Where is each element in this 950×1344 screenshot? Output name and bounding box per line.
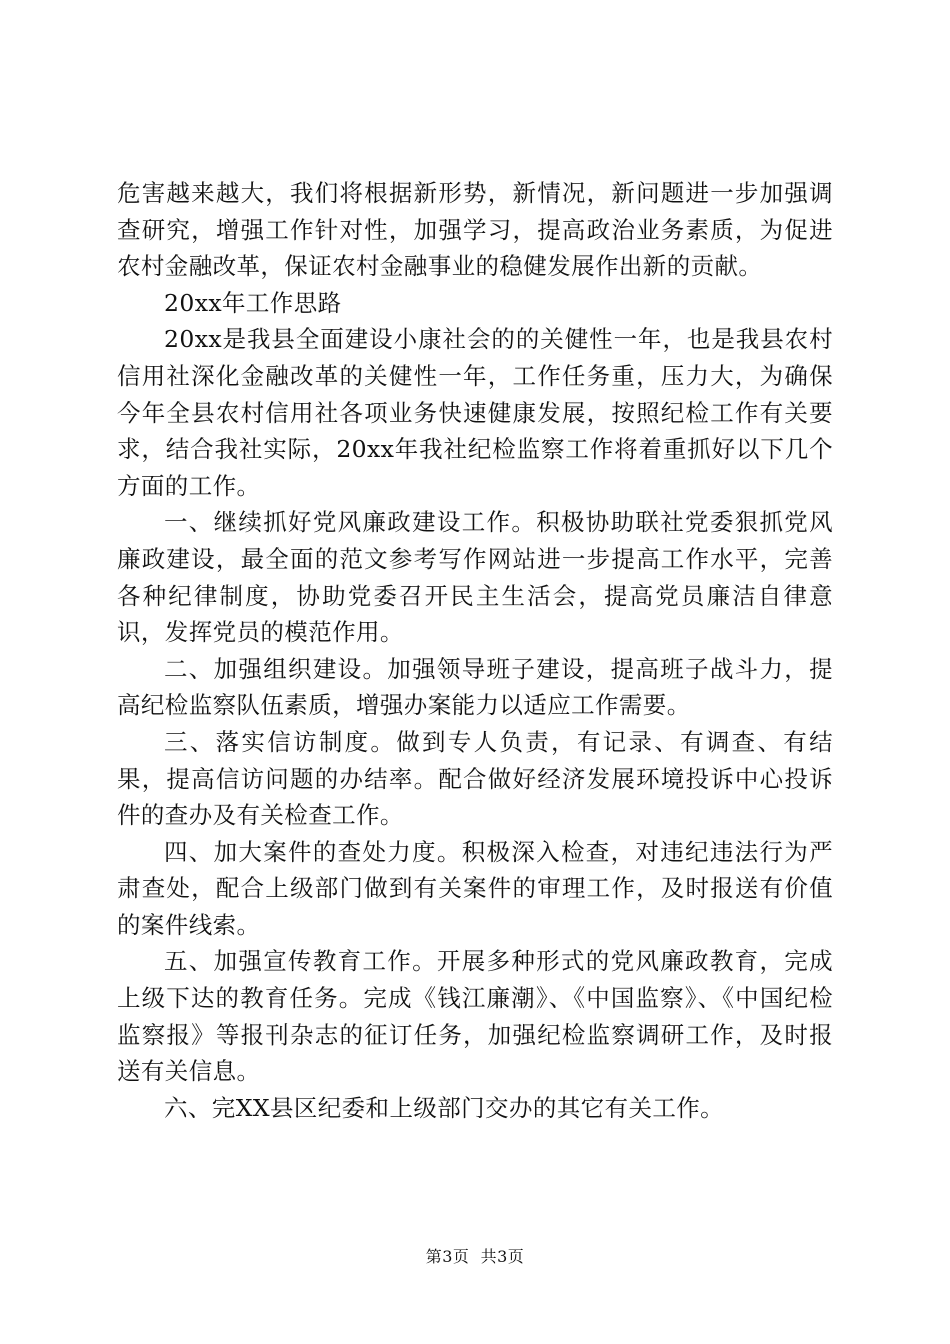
paragraph-continuation: 危害越来越大，我们将根据新形势，新情况，新问题进一步加强调查研究，增强工作针对性，加强学习，提高政治业务素质，为促进农村金融改革，保证农村金融事业的稳健发展作出新的贡献。 xyxy=(117,179,833,281)
paragraph-item-5: 五、加强宣传教育工作。开展多种形式的党风廉政教育，完成上级下达的教育任务。完成《钱江廉潮》、《中国监察》、《中国纪检监察报》等报刊杂志的征订任务，加强纪检监察调研工作，及时报送有关信息。 xyxy=(117,947,833,1086)
paragraph-item-6: 六、完XX县区纪委和上级部门交办的其它有关工作。 xyxy=(164,1093,725,1122)
page-footer xyxy=(0,1244,950,1267)
page-total: 共3页 xyxy=(480,1247,525,1266)
paragraph-intro: 20xx是我县全面建设小康社会的的关健性一年，也是我县农村信用社深化金融改革的关健性一年，工作任务重，压力大，为确保今年全县农村信用社各项业务快速健康发展，按照纪检工作有关要求，结合我社实际，20xx年我社纪检监察工作将着重抓好以下几个方面的工作。 xyxy=(117,325,833,500)
section-heading-work-plan: 20xx年工作思路 xyxy=(164,288,342,317)
paragraph-item-1: 一、继续抓好党风廉政建设工作。积极协助联社党委狠抓党风廉政建设，最全面的范文参考写作网站进一步提高工作水平，完善各种纪律制度，协助党委召开民主生活会，提高党员廉洁自律意识，发挥党员的模范作用。 xyxy=(117,508,833,647)
paragraph-item-3: 三、落实信访制度。做到专人负责，有记录、有调查、有结果，提高信访问题的办结率。配合做好经济发展环境投诉中心投诉件的查办及有关检查工作。 xyxy=(117,727,833,830)
footer-spacer xyxy=(469,1247,480,1266)
paragraph-item-4: 四、加大案件的查处力度。积极深入检查，对违纪违法行为严肃查处，配合上级部门做到有关案件的审理工作，及时报送有价值的案件线索。 xyxy=(117,837,833,939)
page-number: 第3页 xyxy=(425,1247,470,1266)
document-body xyxy=(117,175,833,1126)
paragraph-item-2: 二、加强组织建设。加强领导班子建设，提高班子战斗力，提高纪检监察队伍素质，增强办案能力以适应工作需要。 xyxy=(117,654,833,720)
